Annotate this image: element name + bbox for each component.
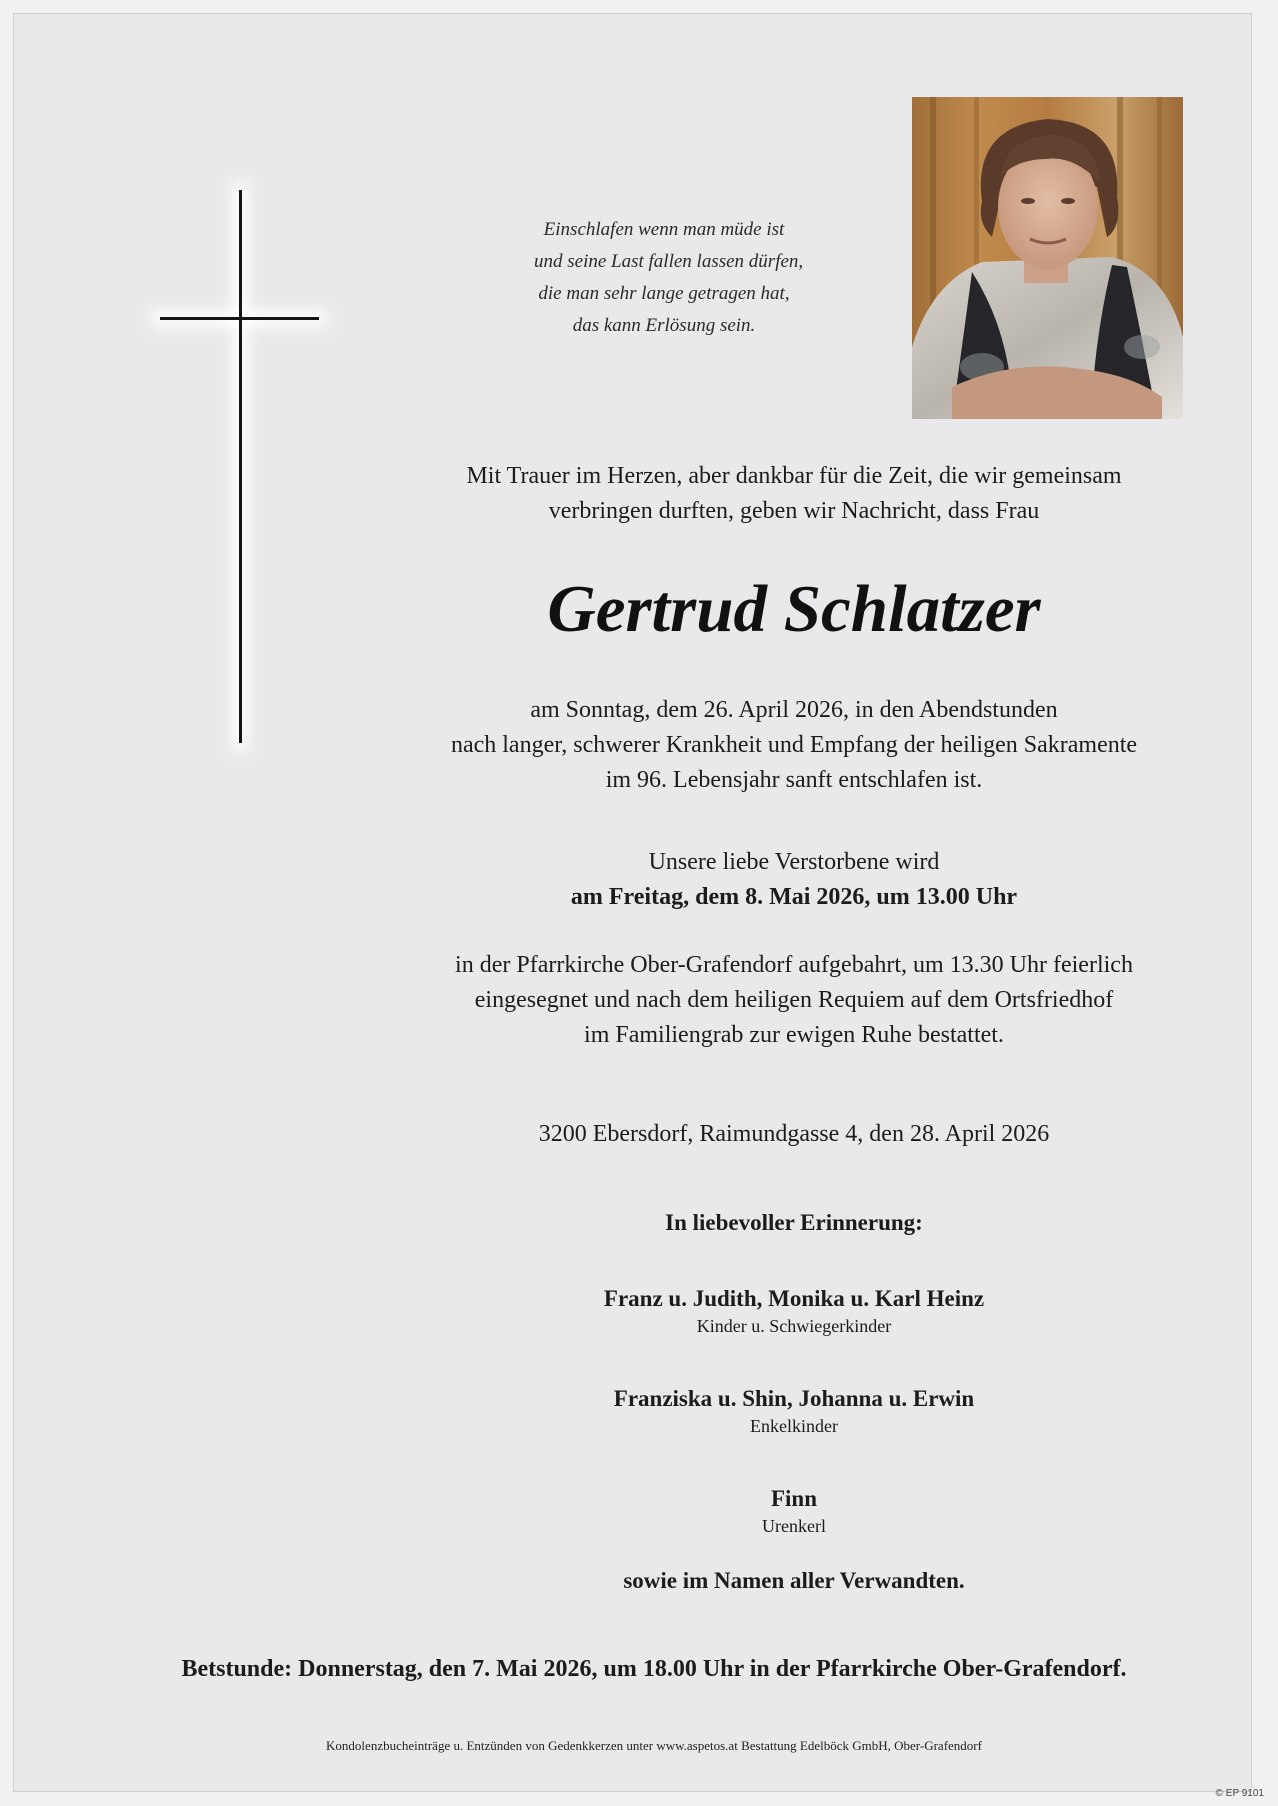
obituary-page — [13, 13, 1252, 1792]
poem-line: die man sehr lange getragen hat, — [538, 283, 790, 304]
viewing-notice — [374, 845, 1214, 915]
family-relation: Enkelkinder — [750, 1416, 838, 1436]
intro-text — [374, 459, 1214, 529]
prayer-hour: Betstunde: Donnerstag, den 7. Mai 2026, um 18.00 Uhr in der Pfarrkirche Ober-Grafendorf. — [181, 1656, 1127, 1682]
poem-line: das kann Erlösung sein. — [572, 315, 756, 336]
death-line: nach langer, schwerer Krankheit und Empfang der heiligen Sakramente — [450, 732, 1138, 758]
deceased-name: Gertrud Schlatzer — [547, 572, 1041, 646]
death-line: im 96. Lebensjahr sanft entschlafen ist. — [605, 767, 983, 793]
burial-notice — [374, 948, 1214, 1053]
remembrance-heading: In liebevoller Erinnerung: — [665, 1210, 923, 1235]
family-group — [374, 1284, 1214, 1338]
form-code: © EP 9101 — [1215, 1788, 1264, 1799]
family-list — [374, 1284, 1214, 1584]
cross-icon — [239, 190, 242, 743]
death-notice — [374, 693, 1214, 798]
intro-line: verbringen durften, geben wir Nachricht, dass Frau — [548, 498, 1040, 524]
burial-line: eingesegnet und nach dem heiligen Requiem auf dem Ortsfriedhof — [474, 987, 1114, 1013]
cross-icon-bar — [160, 317, 319, 320]
family-relation: Kinder u. Schwiegerkinder — [696, 1316, 892, 1336]
family-group — [374, 1384, 1214, 1438]
family-names: Franziska u. Shin, Johanna u. Erwin — [613, 1386, 975, 1411]
place-date: 3200 Ebersdorf, Raimundgasse 4, den 28. April 2026 — [538, 1121, 1050, 1147]
poem-line: und seine Last fallen lassen dürfen, — [534, 251, 804, 272]
family-relation: Urenkerl — [762, 1516, 826, 1536]
family-names: Franz u. Judith, Monika u. Karl Heinz — [603, 1286, 985, 1311]
viewing-datetime: am Freitag, dem 8. Mai 2026, um 13.00 Uhr — [570, 884, 1018, 910]
poem-line: Einschlafen wenn man müde ist — [543, 219, 785, 240]
burial-line: im Familiengrab zur ewigen Ruhe bestattet. — [584, 1022, 1004, 1048]
family-group — [374, 1484, 1214, 1538]
family-names: Finn — [770, 1486, 818, 1511]
burial-line: in der Pfarrkirche Ober-Grafendorf aufgebahrt, um 13.30 Uhr feierlich — [455, 952, 1133, 978]
death-line: am Sonntag, dem 26. April 2026, in den Abendstunden — [530, 697, 1058, 723]
viewing-intro: Unsere liebe Verstorbene wird — [648, 849, 940, 875]
intro-line: Mit Trauer im Herzen, aber dankbar für die Zeit, die wir gemeinsam — [466, 463, 1122, 489]
poem — [534, 214, 804, 342]
portrait-photo — [912, 97, 1183, 419]
relatives-line: sowie im Namen aller Verwandten. — [623, 1568, 965, 1593]
footer-note: Kondolenzbucheinträge u. Entzünden von Gedenkkerzen unter www.aspetos.at Bestattung Edelböck GmbH, Ober-Grafendorf — [326, 1738, 982, 1753]
